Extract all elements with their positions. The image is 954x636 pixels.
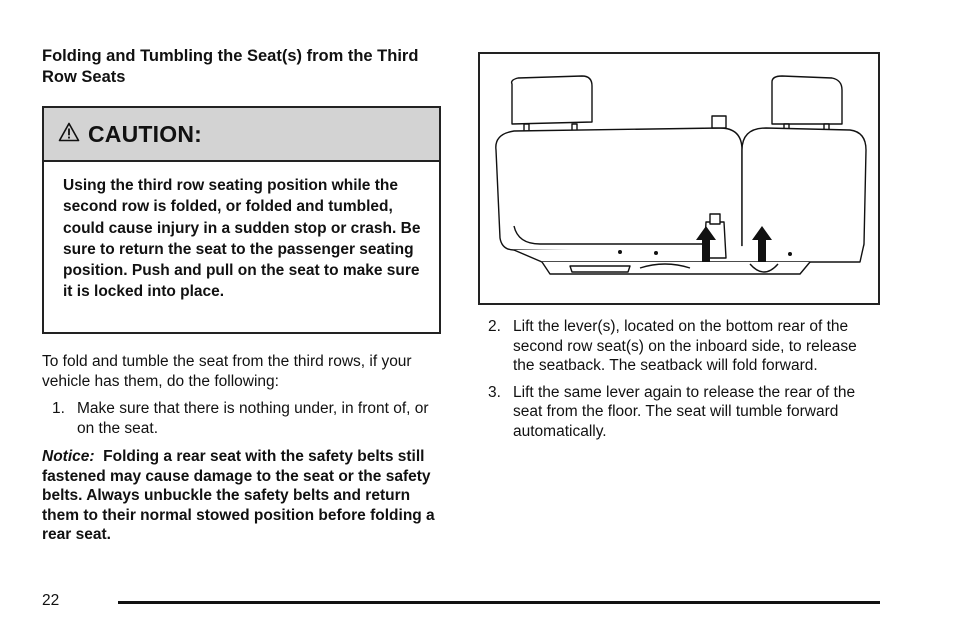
page-number: 22	[42, 592, 60, 609]
warning-triangle-icon	[58, 122, 80, 147]
intro-paragraph: To fold and tumble the seat from the third rows, if your vehicle has them, do the following:	[42, 353, 412, 390]
seat-rear-view-illustration	[480, 54, 878, 303]
steps-list-left	[52, 399, 442, 445]
notice-paragraph	[42, 447, 448, 545]
list-item	[488, 317, 880, 376]
step-text: Lift the same lever again to release the rear of the seat from the floor. The seat will tumble forward automatically.	[513, 383, 856, 440]
steps-list-right	[488, 317, 880, 448]
step-text: Lift the lever(s), located on the bottom rear of the second row seat(s) on the inboard side, to release the seatback. The seatback will fold forward.	[513, 318, 857, 374]
step-number: 3.	[488, 383, 501, 401]
notice-label: Notice:	[42, 448, 95, 465]
list-item	[488, 383, 880, 442]
step-number: 2.	[488, 318, 501, 335]
step-number: 1.	[52, 400, 65, 417]
caution-box	[42, 106, 441, 334]
caution-title: CAUTION:	[88, 120, 203, 147]
section-heading: Folding and Tumbling the Seat(s) from the Third Row Seats	[42, 47, 419, 86]
caution-text: Using the third row seating position while the second row is folded, or folded and tumbled, could cause injury in a sudden stop or crash. Be sure to return the seat to the passenger seating position. Push and pull on the seat to make sure it is locked into place.	[63, 177, 421, 301]
notice-text: Folding a rear seat with the safety belts still fastened may cause damage to the seat or the safety belts. Always unbuckle the safety belts and return them to their normal stowed position before folding a rear seat.	[42, 448, 435, 544]
list-item	[52, 399, 442, 438]
step-text: Make sure that there is nothing under, in front of, or on the seat.	[77, 400, 429, 437]
footer-divider	[118, 601, 880, 604]
caution-header	[44, 108, 439, 162]
seat-figure	[478, 52, 880, 305]
